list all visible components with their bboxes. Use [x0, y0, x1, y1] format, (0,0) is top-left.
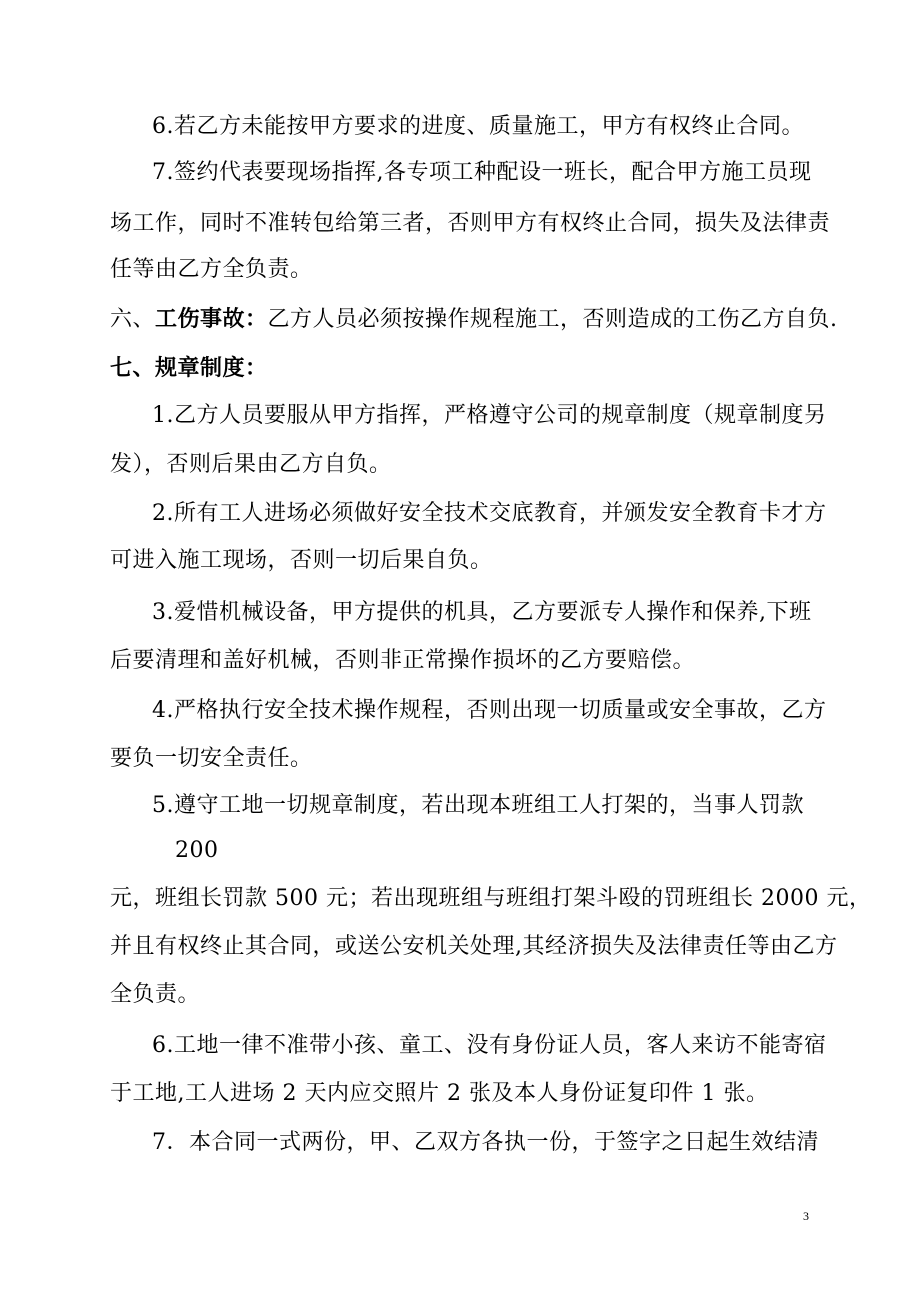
- rule-line: 于工地,工人进场 2 天内应交照片 2 张及本人身份证复印件 1 张。: [110, 1081, 769, 1106]
- section-six-heading: 工伤事故：: [155, 306, 268, 332]
- rule-line: 元，班组长罚款 500 元；若出现班组与班组打架斗殴的罚班组长 2000 元，: [110, 886, 872, 911]
- rule-line: 后要清理和盖好机械，否则非正常操作损坏的乙方要赔偿。: [110, 648, 696, 673]
- text-line: 7.签约代表要现场指挥,各专项工种配设一班长，配合甲方施工员现: [152, 160, 812, 185]
- rule-line: 6.工地一律不准带小孩、童工、没有身份证人员，客人来访不能寄宿: [152, 1033, 827, 1058]
- rule-line: 7．本合同一式两份，甲、乙双方各执一份，于签字之日起生效结清: [152, 1130, 819, 1155]
- text-line: 任等由乙方全负责。: [110, 257, 313, 282]
- section-seven-heading: 七、规章制度：: [110, 355, 268, 381]
- section-six-line: [110, 304, 838, 335]
- rule-line: 5.遵守工地一切规章制度，若出现本班组工人打架的，当事人罚款: [152, 793, 804, 818]
- text-line: 场工作，同时不准转包给第三者，否则甲方有权终止合同，损失及法律责: [110, 211, 831, 236]
- rule-line: 1.乙方人员要服从甲方指挥，严格遵守公司的规章制度（规章制度另: [152, 403, 827, 428]
- rule-line: 发），否则后果由乙方自负。: [110, 452, 392, 477]
- rule-line: 全负责。: [110, 982, 201, 1007]
- section-six-prefix: 六、: [110, 307, 156, 332]
- rule-line: 3.爱惜机械设备，甲方提供的机具，乙方要派专人操作和保养,下班: [152, 600, 812, 625]
- rule-line: 4.严格执行安全技术操作规程，否则出现一切质量或安全事故，乙方: [152, 698, 827, 723]
- text-line: 6.若乙方未能按甲方要求的进度、质量施工，甲方有权终止合同。: [152, 114, 804, 139]
- rule-line: 可进入施工现场，否则一切后果自负。: [110, 548, 493, 573]
- section-six-text: 乙方人员必须按操作规程施工，否则造成的工伤乙方自负.: [267, 307, 838, 332]
- page-number: 3: [803, 1209, 809, 1223]
- rule-line: 要负一切安全责任。: [110, 746, 313, 771]
- rule-line: 并且有权终止其合同，或送公安机关处理,其经济损失及法律责任等由乙方: [110, 934, 838, 959]
- rule-line: 2.所有工人进场必须做好安全技术交底教育，并颁发安全教育卡才方: [152, 501, 827, 526]
- fine-amount-line: 200: [175, 838, 219, 863]
